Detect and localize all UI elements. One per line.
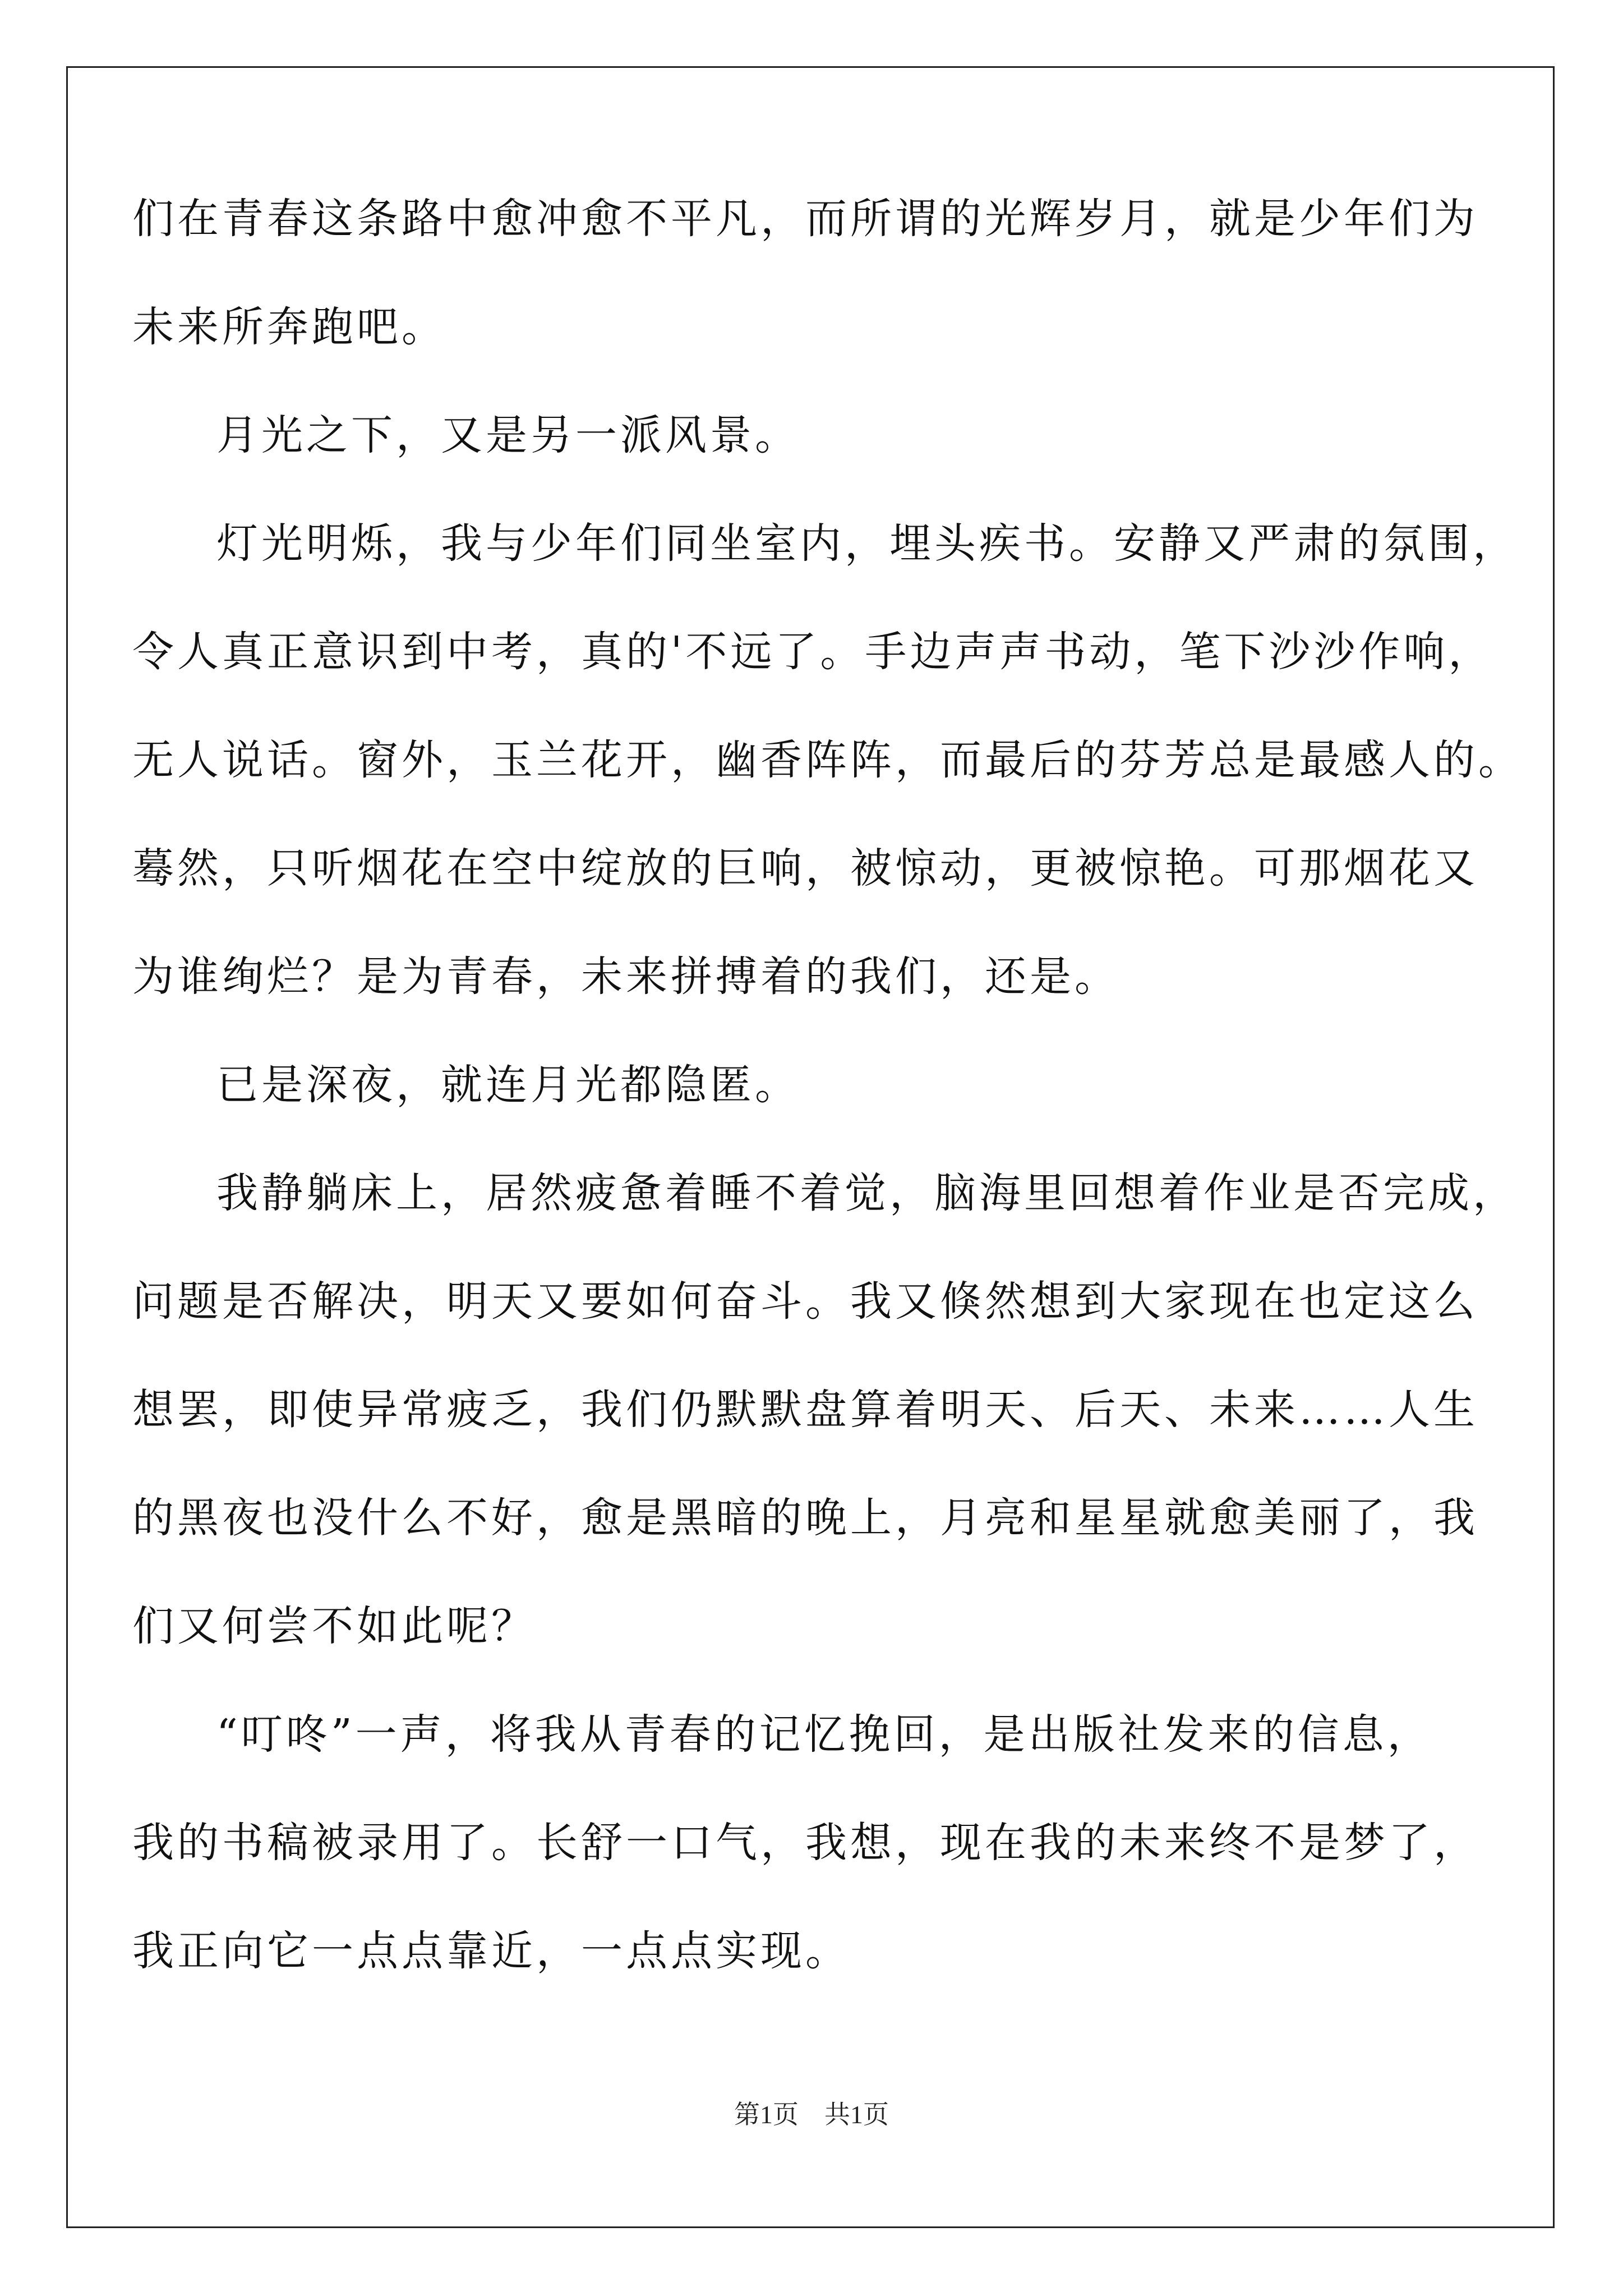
text-line: 令人真正意识到中考，真的'不远了。手边声声书动，笔下沙沙作响， bbox=[132, 628, 1493, 676]
text-line: 的黑夜也没什么不好，愈是黑暗的晚上，月亮和星星就愈美丽了，我 bbox=[132, 1494, 1478, 1542]
text-line: 为谁绚烂？是为青春，未来拼搏着的我们，还是。 bbox=[132, 953, 1119, 1001]
text-line: 未来所奔跑吧。 bbox=[132, 303, 446, 351]
text-line: 无人说话。窗外，玉兰花开，幽香阵阵，而最后的芬芳总是最感人的。 bbox=[132, 736, 1523, 784]
paragraph-line: “叮咚”一声，将我从青春的记忆挽回，是出版社发来的信息， bbox=[216, 1710, 1432, 1759]
text-line: 想罢，即使异常疲乏，我们仍默默盘算着明天、后天、未来……人生 bbox=[132, 1386, 1478, 1434]
paragraph-line: 月光之下，又是另一派风景。 bbox=[216, 411, 800, 459]
text-line: 问题是否解决，明天又要如何奋斗。我又倏然想到大家现在也定这么 bbox=[132, 1277, 1478, 1326]
paragraph-line: 我静躺床上，居然疲惫着睡不着觉，脑海里回想着作业是否完成， bbox=[216, 1169, 1518, 1217]
text-line: 我的书稿被录用了。长舒一口气，我想，现在我的未来终不是梦了， bbox=[132, 1819, 1478, 1867]
paragraph-line: 已是深夜，就连月光都隐匿。 bbox=[216, 1061, 800, 1109]
page-number: 第1页 共1页 bbox=[734, 2100, 889, 2129]
text-line: 们又何尝不如此呢？ bbox=[132, 1602, 536, 1650]
text-line: 们在青春这条路中愈冲愈不平凡，而所谓的光辉岁月，就是少年们为 bbox=[132, 195, 1478, 243]
text-line: 我正向它一点点靠近，一点点实现。 bbox=[132, 1927, 850, 1975]
page-border bbox=[66, 66, 1555, 2228]
paragraph-line: 灯光明烁，我与少年们同坐室内，埋头疾书。安静又严肃的氛围， bbox=[216, 519, 1518, 568]
text-line: 蓦然，只听烟花在空中绽放的巨响，被惊动，更被惊艳。可那烟花又 bbox=[132, 844, 1478, 892]
